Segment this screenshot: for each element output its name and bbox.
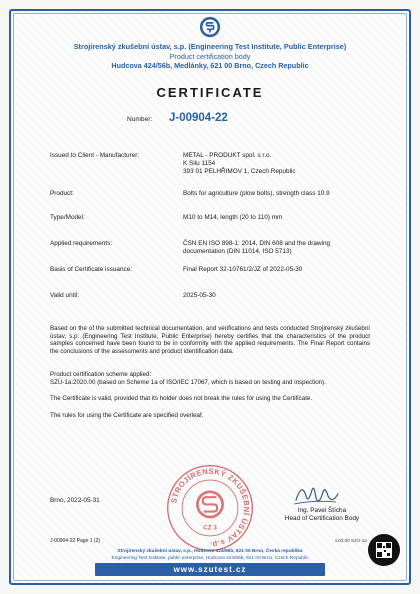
seal-bottom-text: CZ 3 <box>203 524 217 532</box>
client-city: 393 01 PELHŘIMOV 1, Czech Republic <box>183 168 296 175</box>
client-street: K Silu 1154 <box>183 160 216 167</box>
requirements-line-2: documentation (DIN 11014, ISO 5713) <box>183 248 292 255</box>
svg-text:STROJÍRENSKÝ ZKUŠEBNÍ ÚSTAV s. <box>169 467 251 549</box>
client-name: METAL - PRODUKT spol. s r.o. <box>183 152 272 159</box>
valid-until-date: 2025-05-30 <box>183 292 216 299</box>
valid-until-label: Valid until: <box>50 292 80 299</box>
footer-address-cz: Strojírenský zkušební ústav, s.p., Hudcova 424/56b, 621 00 Brno, Česká republika <box>117 549 303 554</box>
official-seal-stamp <box>165 463 255 553</box>
client-value <box>183 152 368 176</box>
website-link[interactable]: www.szutest.cz <box>95 563 325 576</box>
basis-label: Basis of Certificate issuance: <box>50 266 133 273</box>
type-model-label: Type/Model: <box>50 214 85 221</box>
signer-role: Head of Certification Body <box>284 515 360 522</box>
handwritten-signature <box>292 478 342 508</box>
scheme-title: Product certification scheme applied: <box>50 371 152 378</box>
basis-line: Final Report 32-10761/2/JZ of 2022-05-30 <box>183 266 303 273</box>
product-label: Product: <box>50 190 74 197</box>
signer-name: Ing. Pavel Štícha <box>297 507 347 514</box>
requirements-value <box>183 240 368 256</box>
header-body: Product certification body <box>169 52 251 61</box>
product-value <box>183 190 368 198</box>
szu-logo-icon <box>199 16 221 38</box>
validity-text: The Certificate is valid, provided that its holder does not break the rules for using the Certificate. <box>50 395 313 402</box>
form-code: v.03.00 SZÚ-1a <box>335 538 367 543</box>
page-reference: J-00904-22 Page 1 (2) <box>50 538 101 544</box>
seal-ring-text: STROJÍRENSKÝ ZKUŠEBNÍ ÚSTAV s.p. <box>169 466 252 550</box>
product-line: Bolts for agriculture (plow bolts), strength class 10.9 <box>183 190 330 197</box>
certificate-title: CERTIFICATE <box>156 85 264 100</box>
signer-block <box>262 507 382 523</box>
certification-statement: Based on the of the submitted technical documentation, and verifications and tests conducted Strojírenský zkušební ústav, s.p. (Engineering Test Institute, Public Enterprise) hereby certifies that the characteristics of the product samples concerned have been found to be in conformity with the applied requirements. The Final Report contains the conclusions of the assessments and product identification data. <box>50 325 370 355</box>
certificate-number-label: Number: <box>127 116 153 123</box>
valid-until-value <box>183 292 368 300</box>
rules-text: The rules for using the Certificate are specified overleaf. <box>50 412 204 419</box>
header-address: Hudcova 424/56b, Medlánky, 621 00 Brno, Czech Republic <box>111 61 309 70</box>
header-organization: Strojírenský zkušební ústav, s.p. (Engineering Test Institute, Public Enterprise) <box>73 42 347 51</box>
type-model-value <box>183 214 368 222</box>
client-label: Issued to Client - Manufacturer: <box>50 152 140 159</box>
issue-place-date: Brno, 2022-05-31 <box>50 497 100 504</box>
basis-value <box>183 266 368 274</box>
scheme-text: SZÚ-1a:2020.00 (based on Scheme 1a of ISO/IEC 17067, which is based on testing and inspection). <box>50 379 326 386</box>
requirements-line-1: ČSN EN ISO 898-1: 2014, DIN 608 and the drawing <box>183 240 331 247</box>
certificate-number: J-00904-22 <box>169 112 228 124</box>
footer-address-en: Engineering Test Institute, public enterprise, Hudcova 424/56b, 621 00 Brno, Czech Republic <box>111 556 309 561</box>
requirements-label: Applied requirements: <box>50 240 113 247</box>
type-model-line: M10 to M14, length (20 to 110) mm <box>183 214 283 221</box>
